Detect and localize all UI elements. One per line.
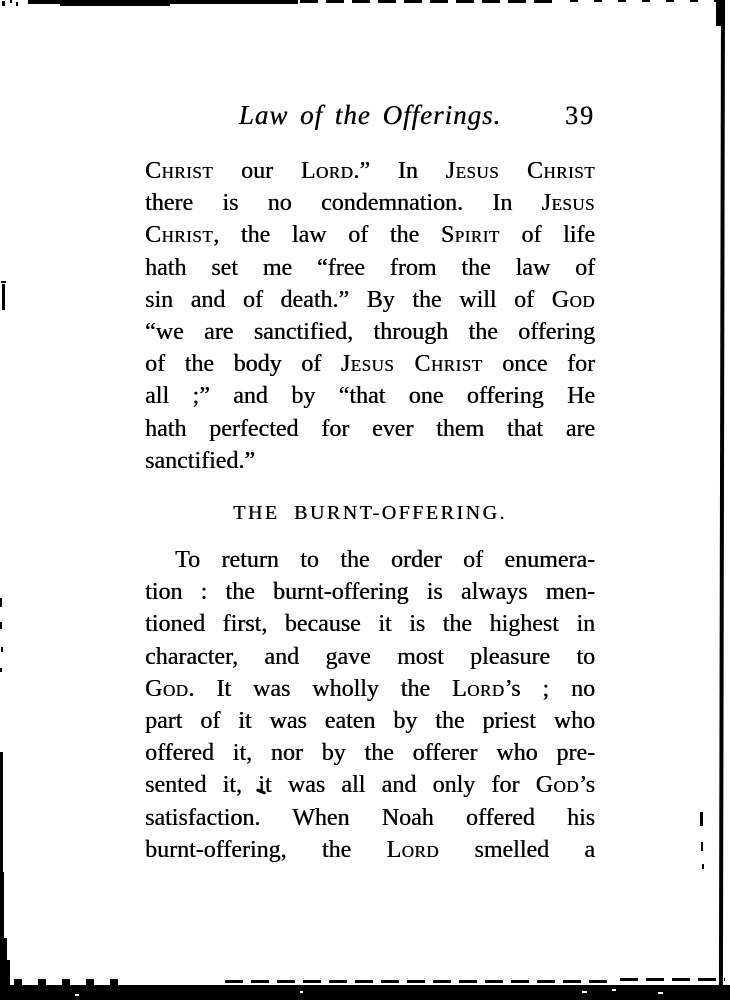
scan-artifact-bottom-band	[0, 985, 730, 1000]
text-run: ’s	[578, 772, 595, 799]
scan-artifact-right-dash	[700, 812, 703, 826]
small-caps-text: Christ	[526, 158, 595, 184]
scan-artifact-speck	[2, 1, 5, 6]
text-run: once for	[482, 351, 595, 378]
scan-artifact-left-streak	[4, 960, 10, 986]
scan-artifact-white-speck	[582, 991, 587, 993]
scan-artifact-white-speck	[658, 992, 663, 994]
scan-artifact-white-speck	[300, 991, 303, 993]
text-line	[145, 316, 595, 348]
text-run: character, and gave most pleasure to	[145, 643, 595, 670]
scan-artifact-right-dash	[701, 842, 703, 851]
scan-artifact-left-streak	[0, 752, 3, 872]
scan-artifact-left-dash	[0, 622, 2, 629]
text-line	[145, 348, 595, 380]
text-line	[145, 673, 595, 705]
small-caps-text: Christ	[145, 158, 214, 184]
scan-artifact-bottom-dashes	[14, 979, 134, 985]
text-line	[145, 737, 595, 769]
scan-artifact-bottom-dashes	[620, 978, 725, 981]
text-run	[499, 158, 527, 184]
small-caps-text: Lord	[300, 158, 354, 184]
scan-artifact-speck	[10, 0, 12, 3]
small-caps-text: Christ	[145, 222, 214, 249]
text-run: sin and of death.” By the will of	[145, 286, 552, 313]
text-run: burnt-offering, the	[145, 836, 387, 863]
text-run: “we are sanctified, through the offering	[145, 319, 595, 346]
text-run: , the law of the	[213, 222, 441, 249]
text-line	[145, 155, 595, 187]
text-run: part of it was eaten by the priest who	[145, 708, 595, 735]
text-run: all ;” and by “that one offering He	[145, 383, 595, 410]
small-caps-text: Spirit	[440, 222, 500, 249]
scan-artifact-right-blob	[716, 0, 725, 26]
small-caps-text: Jesus	[445, 158, 500, 184]
text-run: tion : the burnt-offering is always men-	[145, 579, 595, 606]
scan-artifact-right-line	[719, 0, 725, 986]
scan-artifact-right-dash	[702, 864, 704, 869]
scan-artifact-left-dash	[1, 647, 3, 652]
section-heading: THE BURNT-OFFERING.	[233, 502, 507, 525]
text-line	[145, 834, 595, 866]
scan-artifact-left-mark	[1, 281, 6, 283]
scan-artifact-top-edge	[300, 0, 560, 3]
text-run: there is no condemnation. In	[145, 190, 542, 217]
scan-artifact-left-dash	[0, 598, 2, 607]
text-line	[145, 445, 595, 477]
text-line	[145, 380, 595, 412]
text-line	[145, 576, 595, 608]
text-run: hath set me “free from the law of	[145, 254, 595, 281]
text-line	[145, 608, 595, 640]
page-number: 39	[565, 101, 595, 130]
text-line	[145, 705, 595, 737]
scan-artifact-top-edge	[570, 0, 720, 2]
text-run: To return to the order of enumera-	[175, 547, 595, 574]
text-line	[145, 219, 595, 251]
scan-artifact-white-speck	[75, 994, 79, 996]
text-line	[145, 413, 595, 445]
running-header-title: Law of the Offerings.	[238, 100, 502, 130]
paragraph	[145, 544, 595, 866]
text-run: . It was wholly the	[188, 675, 452, 702]
page-text	[145, 155, 595, 866]
paragraph	[145, 155, 595, 477]
small-caps-text: Jesus	[541, 190, 595, 217]
scan-artifact-speck	[16, 2, 18, 6]
text-line	[145, 252, 595, 284]
scan-artifact-left-streak	[0, 872, 4, 942]
text-line	[145, 769, 595, 801]
text-run: sented it, it was all and only for	[145, 772, 536, 799]
text-run: smelled a	[439, 836, 595, 863]
small-caps-text: God	[551, 286, 595, 313]
scan-artifact-bottom-dashes	[225, 980, 615, 983]
text-run: ’s ; no	[504, 675, 595, 702]
text-line	[145, 187, 595, 219]
scan-artifact-white-speck	[612, 989, 616, 991]
text-run: sanctified.”	[145, 447, 255, 474]
page-body	[145, 100, 595, 866]
small-caps-text: Jesus Christ	[340, 351, 483, 378]
text-line	[145, 544, 595, 576]
text-run: of life	[499, 222, 595, 249]
small-caps-text: Lord	[451, 675, 505, 702]
small-caps-text: Lord	[386, 836, 440, 863]
scan-artifact-left-dash	[0, 668, 2, 672]
text-line	[145, 284, 595, 316]
scan-artifact-top-edge	[60, 4, 170, 6]
text-run: .” In	[353, 158, 446, 184]
text-run: satisfaction. When Noah offered his	[145, 804, 595, 831]
text-run: of the body of	[145, 351, 341, 378]
small-caps-text: God	[535, 772, 579, 799]
text-run: our	[213, 158, 301, 184]
text-line	[145, 641, 595, 673]
text-run: tioned first, because it is the highest in	[145, 611, 595, 638]
text-run: hath perfected for ever them that are	[145, 415, 595, 442]
text-line	[145, 802, 595, 834]
small-caps-text: God	[145, 675, 189, 702]
scan-artifact-left-mark	[2, 284, 5, 310]
running-header	[145, 100, 595, 136]
text-run: offered it, nor by the offerer who pre-	[145, 740, 595, 767]
